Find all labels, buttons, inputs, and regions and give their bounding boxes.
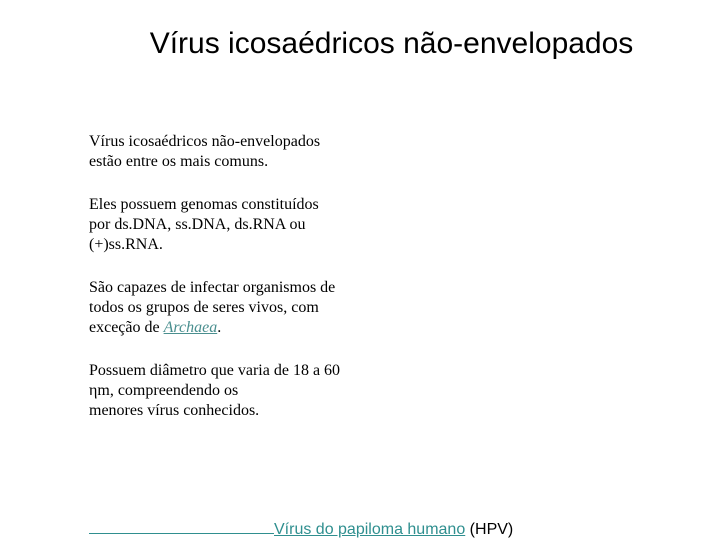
caption-suffix: (HPV) [465,521,514,538]
hpv-link[interactable]: Vírus do papiloma humano [274,521,466,538]
paragraph-2: Eles possuem genomas constituídos por ds.DNA, ss.DNA, ds.RNA ou (+)ss.RNA. [89,196,319,253]
paragraph-3-end: . [217,319,222,336]
caption-underline [89,517,274,534]
paragraph-4: Possuem diâmetro que varia de 18 a 60 ηm, compreendendo os menores vírus conhecidos. [89,362,341,419]
archaea-link[interactable]: Archaea [163,319,218,336]
image-caption [89,517,513,542]
paragraph-3 [89,278,389,338]
body-text [89,132,389,444]
paragraph-3-text: São capazes de infectar organismos de todos os grupos de seres vivos, com exceção de [89,279,336,336]
slide-title: Vírus icosaédricos não-envelopados [149,27,634,60]
paragraph-1: Vírus icosaédricos não-envelopados estão entre os mais comuns. [89,133,321,170]
